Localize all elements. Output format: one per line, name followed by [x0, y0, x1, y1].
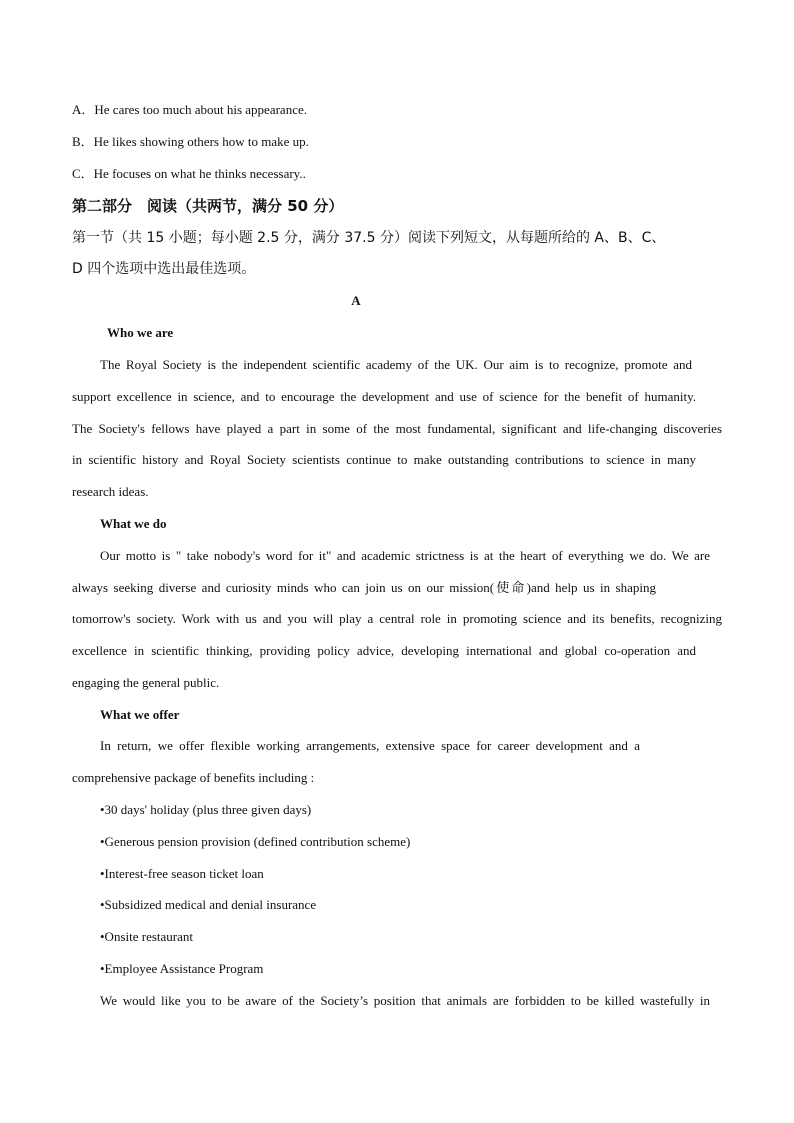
option-b: B．He likes showing others how to make up.: [72, 134, 309, 149]
benefit-item: •30 days' holiday (plus three given days): [100, 802, 312, 817]
paragraph-line: We would like you to be aware of the Society’s position that animals are forbidden to be killed wastefully in: [100, 993, 710, 1008]
paragraph-line: engaging the general public.: [72, 675, 220, 690]
paragraph-line: Our motto is " take nobody's word for it" and academic strictness is at the heart of everything we do. We are: [100, 548, 710, 563]
section-instruction-line-1: 第一节（共 15 小题；每小题 2.5 分，满分 37.5 分）阅读下列短文，从每题所给的 A、B、C、: [72, 230, 666, 246]
paragraph-line: The Society's fellows have played a part in some of the most fundamental, significant and life-changing discoveries: [72, 421, 722, 436]
passage-label: A: [351, 293, 361, 308]
paragraph-line: comprehensive package of benefits including :: [72, 770, 315, 785]
paragraph-line: excellence in scientific thinking, providing policy advice, developing international and global co-operation and: [72, 643, 696, 658]
section-title: 第二部分 阅读（共两节，满分 50 分）: [72, 197, 344, 215]
paragraph-line: always seeking diverse and curiosity minds who can join us on our mission(使命)and help us in shaping: [72, 580, 656, 595]
paragraph-line: in scientific history and Royal Society scientists continue to make outstanding contributions to science in many: [72, 452, 696, 467]
option-a: A．He cares too much about his appearance.: [72, 102, 307, 117]
heading-what-we-do: What we do: [100, 516, 167, 531]
paragraph-line: research ideas.: [72, 484, 149, 499]
benefit-item: •Employee Assistance Program: [100, 961, 264, 976]
heading-who-we-are: Who we are: [107, 325, 174, 340]
benefit-item: •Interest-free season ticket loan: [100, 866, 264, 881]
paragraph-line: tomorrow's society. Work with us and you will play a central role in promoting science and its benefits, recognizing: [72, 611, 722, 626]
benefit-item: •Onsite restaurant: [100, 929, 193, 944]
section-instruction-line-2: D 四个选项中选出最佳选项。: [72, 261, 256, 277]
paragraph-line: support excellence in science, and to encourage the development and use of science for the benefit of humanity.: [72, 389, 696, 404]
paragraph-line: In return, we offer flexible working arrangements, extensive space for career development and a: [100, 738, 640, 753]
heading-what-we-offer: What we offer: [100, 707, 180, 722]
benefit-item: •Subsidized medical and denial insurance: [100, 897, 317, 912]
paragraph-line: The Royal Society is the independent scientific academy of the UK. Our aim is to recognize, promote and: [100, 357, 692, 372]
benefit-item: •Generous pension provision (defined contribution scheme): [100, 834, 411, 849]
option-c: C．He focuses on what he thinks necessary..: [72, 166, 306, 181]
